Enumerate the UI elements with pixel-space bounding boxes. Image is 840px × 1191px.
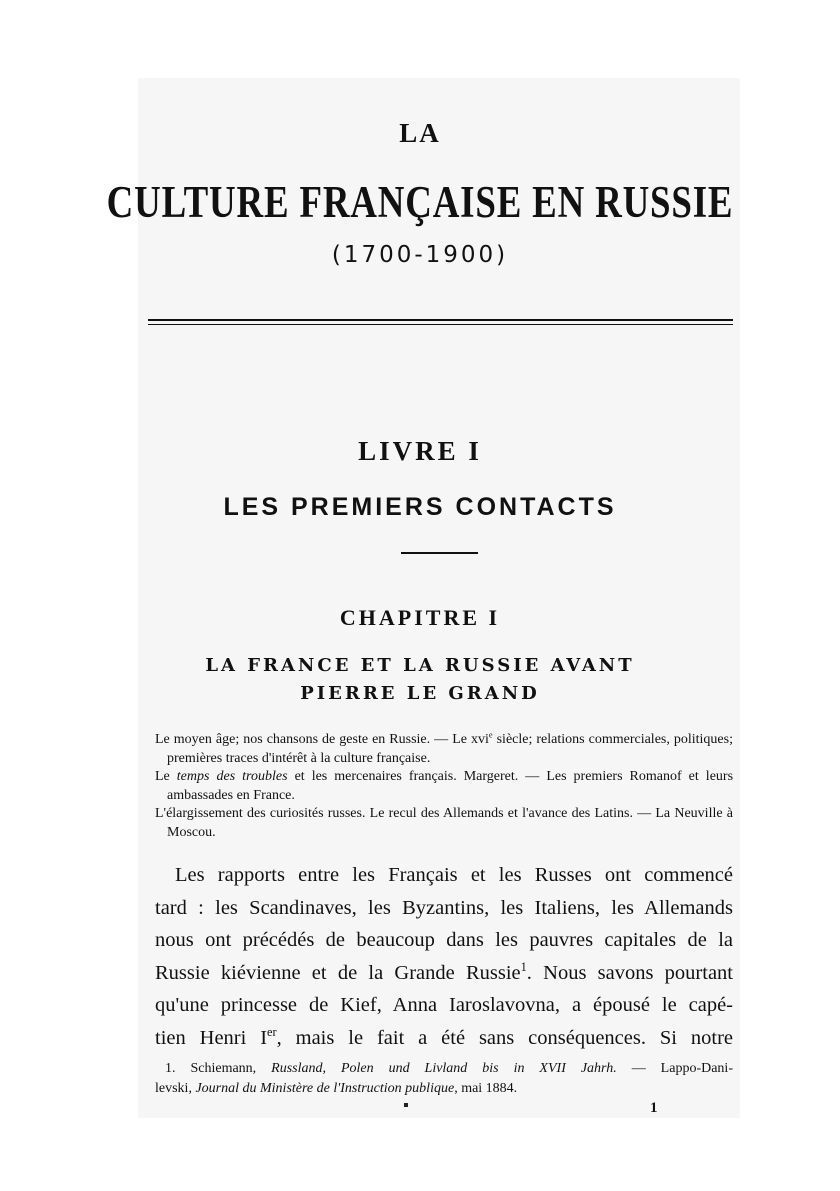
body-line: Les rapports entre les Français et les Russes ont commencé <box>175 864 733 886</box>
livre-heading: LIVRE I <box>358 436 482 466</box>
footnote-ref: 1 <box>520 959 527 974</box>
body-paragraph <box>155 859 733 1054</box>
summary-paragraph: L'élargissement des curiosités russes. Le recul des Allemands et l'avance des Latins. — La Neuville à Moscou. <box>155 806 733 840</box>
part-title: LES PREMIERS CONTACTS <box>223 493 617 521</box>
body-line: tard : les Scandinaves, les Byzantins, les Italiens, les Allemands <box>155 896 733 919</box>
main-title: CULTURE FRANÇAISE EN RUSSIE <box>106 177 734 227</box>
chapter-summary <box>155 731 733 842</box>
signature-mark <box>404 1103 408 1107</box>
title-rule-thin <box>148 324 733 325</box>
section-divider <box>401 552 478 554</box>
summary-paragraph: Le temps des troubles et les mercenaires français. Margeret. — Les premiers Romanof et leurs ambassades en France. <box>155 769 734 803</box>
page-number: 1 <box>650 1100 658 1116</box>
title-la: LA <box>399 118 441 148</box>
chapter-heading: CHAPITRE I <box>339 605 501 630</box>
body-line: qu'une princesse de Kief, Anna Iaroslavovna, a épousé le capé- <box>155 994 733 1016</box>
body-line: nous ont précédés de beaucoup dans les pauvres capitales de la <box>155 929 733 951</box>
title-rule-thick <box>148 319 733 321</box>
footnote: 1. Schiemann, Russland, Polen und Livland bis in XVII Jahrh. — Lappo-Dani- levski, Journal du Ministère de l'Instruction publique, mai 1884. <box>155 1061 733 1096</box>
chapter-title-line1: LA FRANCE ET LA RUSSIE AVANT <box>205 655 635 676</box>
body-line: Russie kiévienne et de la Grande Russie$^1$. Nous savons pourtant <box>155 959 733 984</box>
title-dates: (1700-1900) <box>331 242 509 268</box>
chapter-title-line2: PIERRE LE GRAND <box>300 683 540 704</box>
summary-paragraph: Le moyen âge; nos chansons de geste en Russie. — Le xvi$^e$ siècle; relations commerciales, politiques; premières traces d'intérêt à la culture française. <box>155 730 733 766</box>
body-line: tien Henri Ier, mais le fait a été sans conséquences. Si notre <box>155 1024 733 1049</box>
